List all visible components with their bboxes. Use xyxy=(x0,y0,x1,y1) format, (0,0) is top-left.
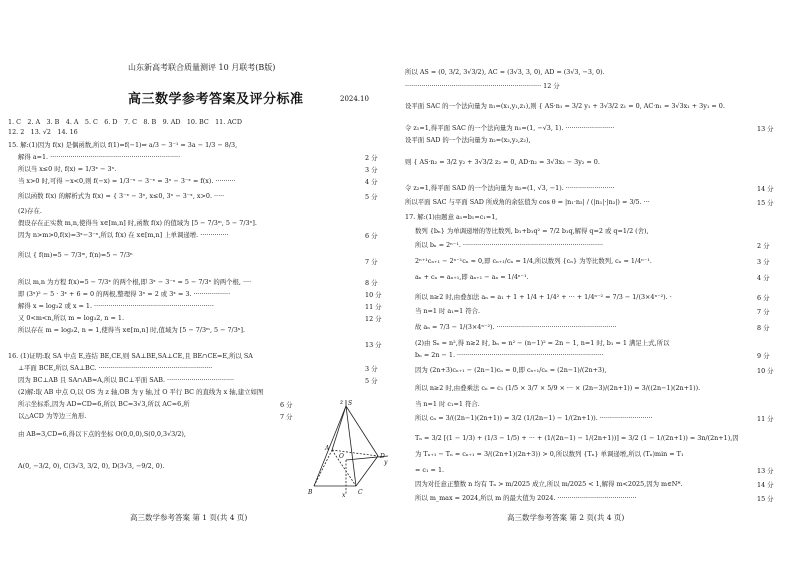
score-label: 12 分 xyxy=(365,315,382,323)
date-label: 2024.10 xyxy=(340,95,369,103)
text-line: 所以 n≥2 时,由叠加法 aₙ = a₁ + 1 + 1/4 + 1/4² + ··· + 1/4ⁿ⁻² = 7/3 − 1/(3×4ⁿ⁻²). · xyxy=(415,293,672,301)
score-label: 8 分 xyxy=(757,324,770,332)
point-label-d: D xyxy=(380,453,385,460)
text-line: 解得 x = log₃2 或 x = 1. ··························································· xyxy=(18,302,214,310)
text-line: 为 Tₙ₊₁ − Tₙ = cₙ₊₁ = 3/((2n+1)(2n+3)) > 0,所以数列 {Tₙ} 单调递增,所以 (Tₙ)min = T₁ xyxy=(415,450,684,458)
text-line: 17. 解:(1)由题意 a₁=b₁=c₁=1, xyxy=(405,213,498,221)
score-label: 2 分 xyxy=(365,154,378,162)
text-line: A(0, −3/2, 0), C(3√3, 3/2, 0), D(3√3, −9/2, 0). xyxy=(18,462,165,470)
score-label: 4 分 xyxy=(365,178,378,186)
text-line: bₙ = 2n − 1. ········································································ xyxy=(415,351,604,359)
text-line: 令 z₁=1,得平面 SAC 的一个法向量为 n₁=(1, −√3, 1). ························ xyxy=(405,124,615,132)
point-label-a: A xyxy=(325,445,330,452)
page-2 xyxy=(397,0,794,562)
point-label-c: C xyxy=(358,489,363,496)
score-label: 7 分 xyxy=(280,413,293,421)
score-label: 13 分 xyxy=(365,341,382,349)
score-label: 3 分 xyxy=(365,166,378,174)
score-label: 15 分 xyxy=(757,495,774,503)
score-label: 14 分 xyxy=(757,481,774,489)
score-label: 13 分 xyxy=(757,467,774,475)
text-line: 所以函数 f(x) 的解析式为 f(x) = { 3⁻ˣ − 3ˣ, x≤0, 3ˣ − 3⁻ˣ, x>0. ····· xyxy=(18,192,225,200)
score-label: 7 分 xyxy=(757,308,770,316)
score-label: 9 分 xyxy=(757,352,770,360)
page-footer: 高三数学参考答案 第 2 页(共 4 页) xyxy=(507,513,625,522)
text-line: 因为 n>m>0,f(x)=3ˣ−3⁻ˣ,所以 f(x) 在 x∈[m,n] 上单调递增. ·············· xyxy=(18,231,229,239)
text-line: 则 { AS·n₂ = 3/2 y₂ + 3√3/2 z₂ = 0, AD·n₂ = 3√3x₂ − 3y₂ = 0. xyxy=(405,158,600,166)
text-line: 又 0<m<n,所以 m = log₃2, n = 1. xyxy=(18,314,124,322)
text-line: 因为对任意正整数 n 均有 Tₙ > m/2025 成立,所以 m/2025 < 1,解得 m<2025,因为 m∈N*. xyxy=(415,480,683,488)
answer-row: 12. 2 13. √2 14. 16 xyxy=(8,128,78,136)
answer-row: 1. C 2. A 3. B 4. A 5. C 6. D 7. C 8. B 9. AD 10. BC 11. ACD xyxy=(8,118,242,126)
text-line: 假设存在正实数 m,n,使得当 x∈[m,n] 时,函数 f(x) 的值域为 [5 − 7/3ᵐ, 5 − 7/3ⁿ]. xyxy=(18,219,257,227)
score-label: 6 分 xyxy=(280,401,293,409)
text-line: (2)存在. xyxy=(18,207,42,215)
score-label: 2 分 xyxy=(757,242,770,250)
score-label: 14 分 xyxy=(757,185,774,193)
text-line: 当 x>0 时,可得 −x<0,则 f(−x) = 1/3⁻ˣ − 3⁻ˣ = 3ˣ − 3⁻ˣ = f(x). ·········· xyxy=(18,177,236,185)
score-label: 6 分 xyxy=(365,232,378,240)
text-line: 设平面 SAC 的一个法向量为 n₁=(x₁,y₁,z₁),则 { AS·n₁ = 3/2 y₁ + 3√3/2 z₁ = 0, AC·n₁ = 3√3x₁ + 3y₁ = 0. xyxy=(405,102,725,110)
text-line: 所以当 x≤0 时, f(x) = 1/3ˣ − 3ˣ. xyxy=(18,165,117,173)
axis-label-x: x xyxy=(342,492,346,498)
page-title: 高三数学参考答案及评分标准 xyxy=(128,92,304,107)
score-label: 13 分 xyxy=(757,125,774,133)
text-line: 当 n=1 时 a₁=1 符合. xyxy=(415,307,481,315)
text-line: 所以平面 SAC 与平面 SAD 所成角的余弦值为 cos θ = |n₁·n₂| / (|n₁|·|n₂|) = 3/5. ··· xyxy=(405,198,650,206)
text-line: 解得 a=1. ································································ xyxy=(18,153,181,161)
score-label: 5 分 xyxy=(365,193,378,201)
text-line: 所以 AS = (0, 3/2, 3√3/2), AC = (3√3, 3, 0), AD = (3√3, −3, 0). xyxy=(405,68,605,76)
point-label-s: S xyxy=(348,400,353,407)
text-line: = c₁ = 1. xyxy=(415,466,445,474)
text-line: 因为 (2n+3)cₙ₊₁ − (2n−1)cₙ = 0,即 cₙ₊₁/cₙ = (2n−1)/(2n+3), xyxy=(415,366,607,374)
text-line: 设平面 SAD 的一个法向量为 n₂=(x₂,y₂,z₂), xyxy=(405,136,531,144)
text-line: 以△ACD 为等边三角形. xyxy=(18,412,87,420)
text-line: ··································································· 12 分 xyxy=(405,82,560,90)
text-line: Tₙ = 3/2 [(1 − 1/3) + (1/3 − 1/5) + ··· + (1/(2n−1) − 1/(2n+1))] = 3/2 (1 − 1/(2n+1)) = 3n/(2n+1),因 xyxy=(415,434,739,442)
score-label: 5 分 xyxy=(365,377,378,385)
axis-label-y: y xyxy=(384,459,388,466)
score-label: 6 分 xyxy=(757,294,770,302)
text-line: 2ⁿ⁺¹cₙ₊₁ − 2ⁿ⁻¹cₙ = 0,即 cₙ₊₁/cₙ = 1/4,所以数列 {cₙ} 为等比数列, cₙ = 1/4ⁿ⁻¹. xyxy=(415,257,652,265)
text-line: 即 (3ˣ)² − 5 · 3ˣ + 6 = 0 的两根,整理得 3ˣ = 2 或 3ˣ = 3. ·················· xyxy=(18,290,231,298)
text-line: 令 z₂=1,得平面 SAD 的一个法向量为 n₂=(1, √3, −1). ························ xyxy=(405,184,615,192)
text-line: ⊥平面 BCE,所以 SA⊥BC. ························································ xyxy=(18,364,213,372)
score-label: 3 分 xyxy=(365,365,378,373)
text-line: 16. (1)证明:取 SA 中点 E,连结 BE,CE,则 SA⊥BE,SA⊥CE,且 BE∩CE=E,所以 SA xyxy=(8,352,253,360)
text-line: 所以存在 m = log₃2, n = 1,使得当 x∈[m,n] 时,值域为 [5 − 7/3ᵐ, 5 − 7/3ⁿ]. xyxy=(18,326,246,334)
page-footer: 高三数学参考答案 第 1 页(共 4 页) xyxy=(130,513,248,522)
text-line: 所以 m,n 为方程 f(x)=5 − 7/3ˣ 的两个根,即 3ˣ − 3⁻ˣ = 5 − 7/3ˣ 的两个根, ···· xyxy=(18,278,252,286)
text-line: 所以 n≥2 时,由叠乘法 cₙ = c₁ (1/5 × 3/7 × 5/9 × ··· × (2n−3)/(2n+1)) = 3/((2n−1)(2n+1)). xyxy=(415,384,701,392)
score-label: 4 分 xyxy=(757,274,770,282)
axis-label-z: z xyxy=(340,399,344,406)
text-line: (2)由 Sₙ = n²,得 n≥2 时, bₙ = n² − (n−1)² = 2n − 1, n=1 时, b₁ = 1 满足上式,所以 xyxy=(415,339,670,347)
pyramid-figure xyxy=(298,398,390,498)
score-label: 8 分 xyxy=(365,279,378,287)
text-line: 15. 解:(1)因为 f(x) 是偶函数,所以 f(1)=f(−1)⇒ a/3 − 3⁻¹ = 3a − 1/3 − 8/3, xyxy=(8,141,238,149)
score-label: 10 分 xyxy=(365,291,382,299)
score-label: 11 分 xyxy=(365,303,382,311)
exam-header: 山东新高考联合质量测评 10 月联考(B版) xyxy=(128,63,276,72)
point-label-b: B xyxy=(308,489,313,496)
score-label: 11 分 xyxy=(757,415,774,423)
text-line: 故 aₙ = 7/3 − 1/(3×4ⁿ⁻²). ··························································· xyxy=(415,323,617,331)
point-label-o: O xyxy=(339,453,344,460)
text-line: 由 AB=3,CD=6,得以下点的坐标 O(0,0,0),S(0,0,3√3/2), xyxy=(18,430,186,438)
text-line: (2)解:取 AB 中点 O,以 OS 为 z 轴,OB 为 y 轴,过 O 平行 BC 的直线为 x 轴,建立如图 xyxy=(18,388,264,396)
text-line: 数列 {bₙ} 为单调递增的等比数列, b₁+b₁q² = 7/2 b₁q,解得 q=2 或 q=1/2 (舍), xyxy=(415,227,649,235)
text-line: 所以 m_max = 2024,所以 m 的最大值为 2024. ······································· xyxy=(415,494,637,502)
text-line: 因为 BC⊥AB 且 SA∩AB=A,所以 BC⊥平面 SAB. ································· xyxy=(18,376,235,384)
score-label: 15 分 xyxy=(757,199,774,207)
text-line: aₙ + cₙ = aₙ₊₁,即 aₙ₊₁ − aₙ = 1/4ⁿ⁻¹. xyxy=(415,273,529,281)
text-line: 所以 { f(m)=5 − 7/3ᵐ, f(n)=5 − 7/3ⁿ xyxy=(18,251,133,259)
text-line: 所以 cₙ = 3/((2n−1)(2n+1)) = 3/2 (1/(2n−1) − 1/(2n+1)). ·························· xyxy=(415,414,653,422)
text-line: 当 n=1 时 c₁=1 符合. xyxy=(415,400,480,408)
score-label: 10 分 xyxy=(757,367,774,375)
text-line: 所示坐标系,因为 AD=CD=6,所以 BC=3√3,所以 AC=6,所 xyxy=(18,400,190,408)
score-label: 3 分 xyxy=(757,258,770,266)
score-label: 7 分 xyxy=(365,258,378,266)
text-line: 所以 bₙ = 2ⁿ⁻¹. ····································································· xyxy=(415,241,604,249)
